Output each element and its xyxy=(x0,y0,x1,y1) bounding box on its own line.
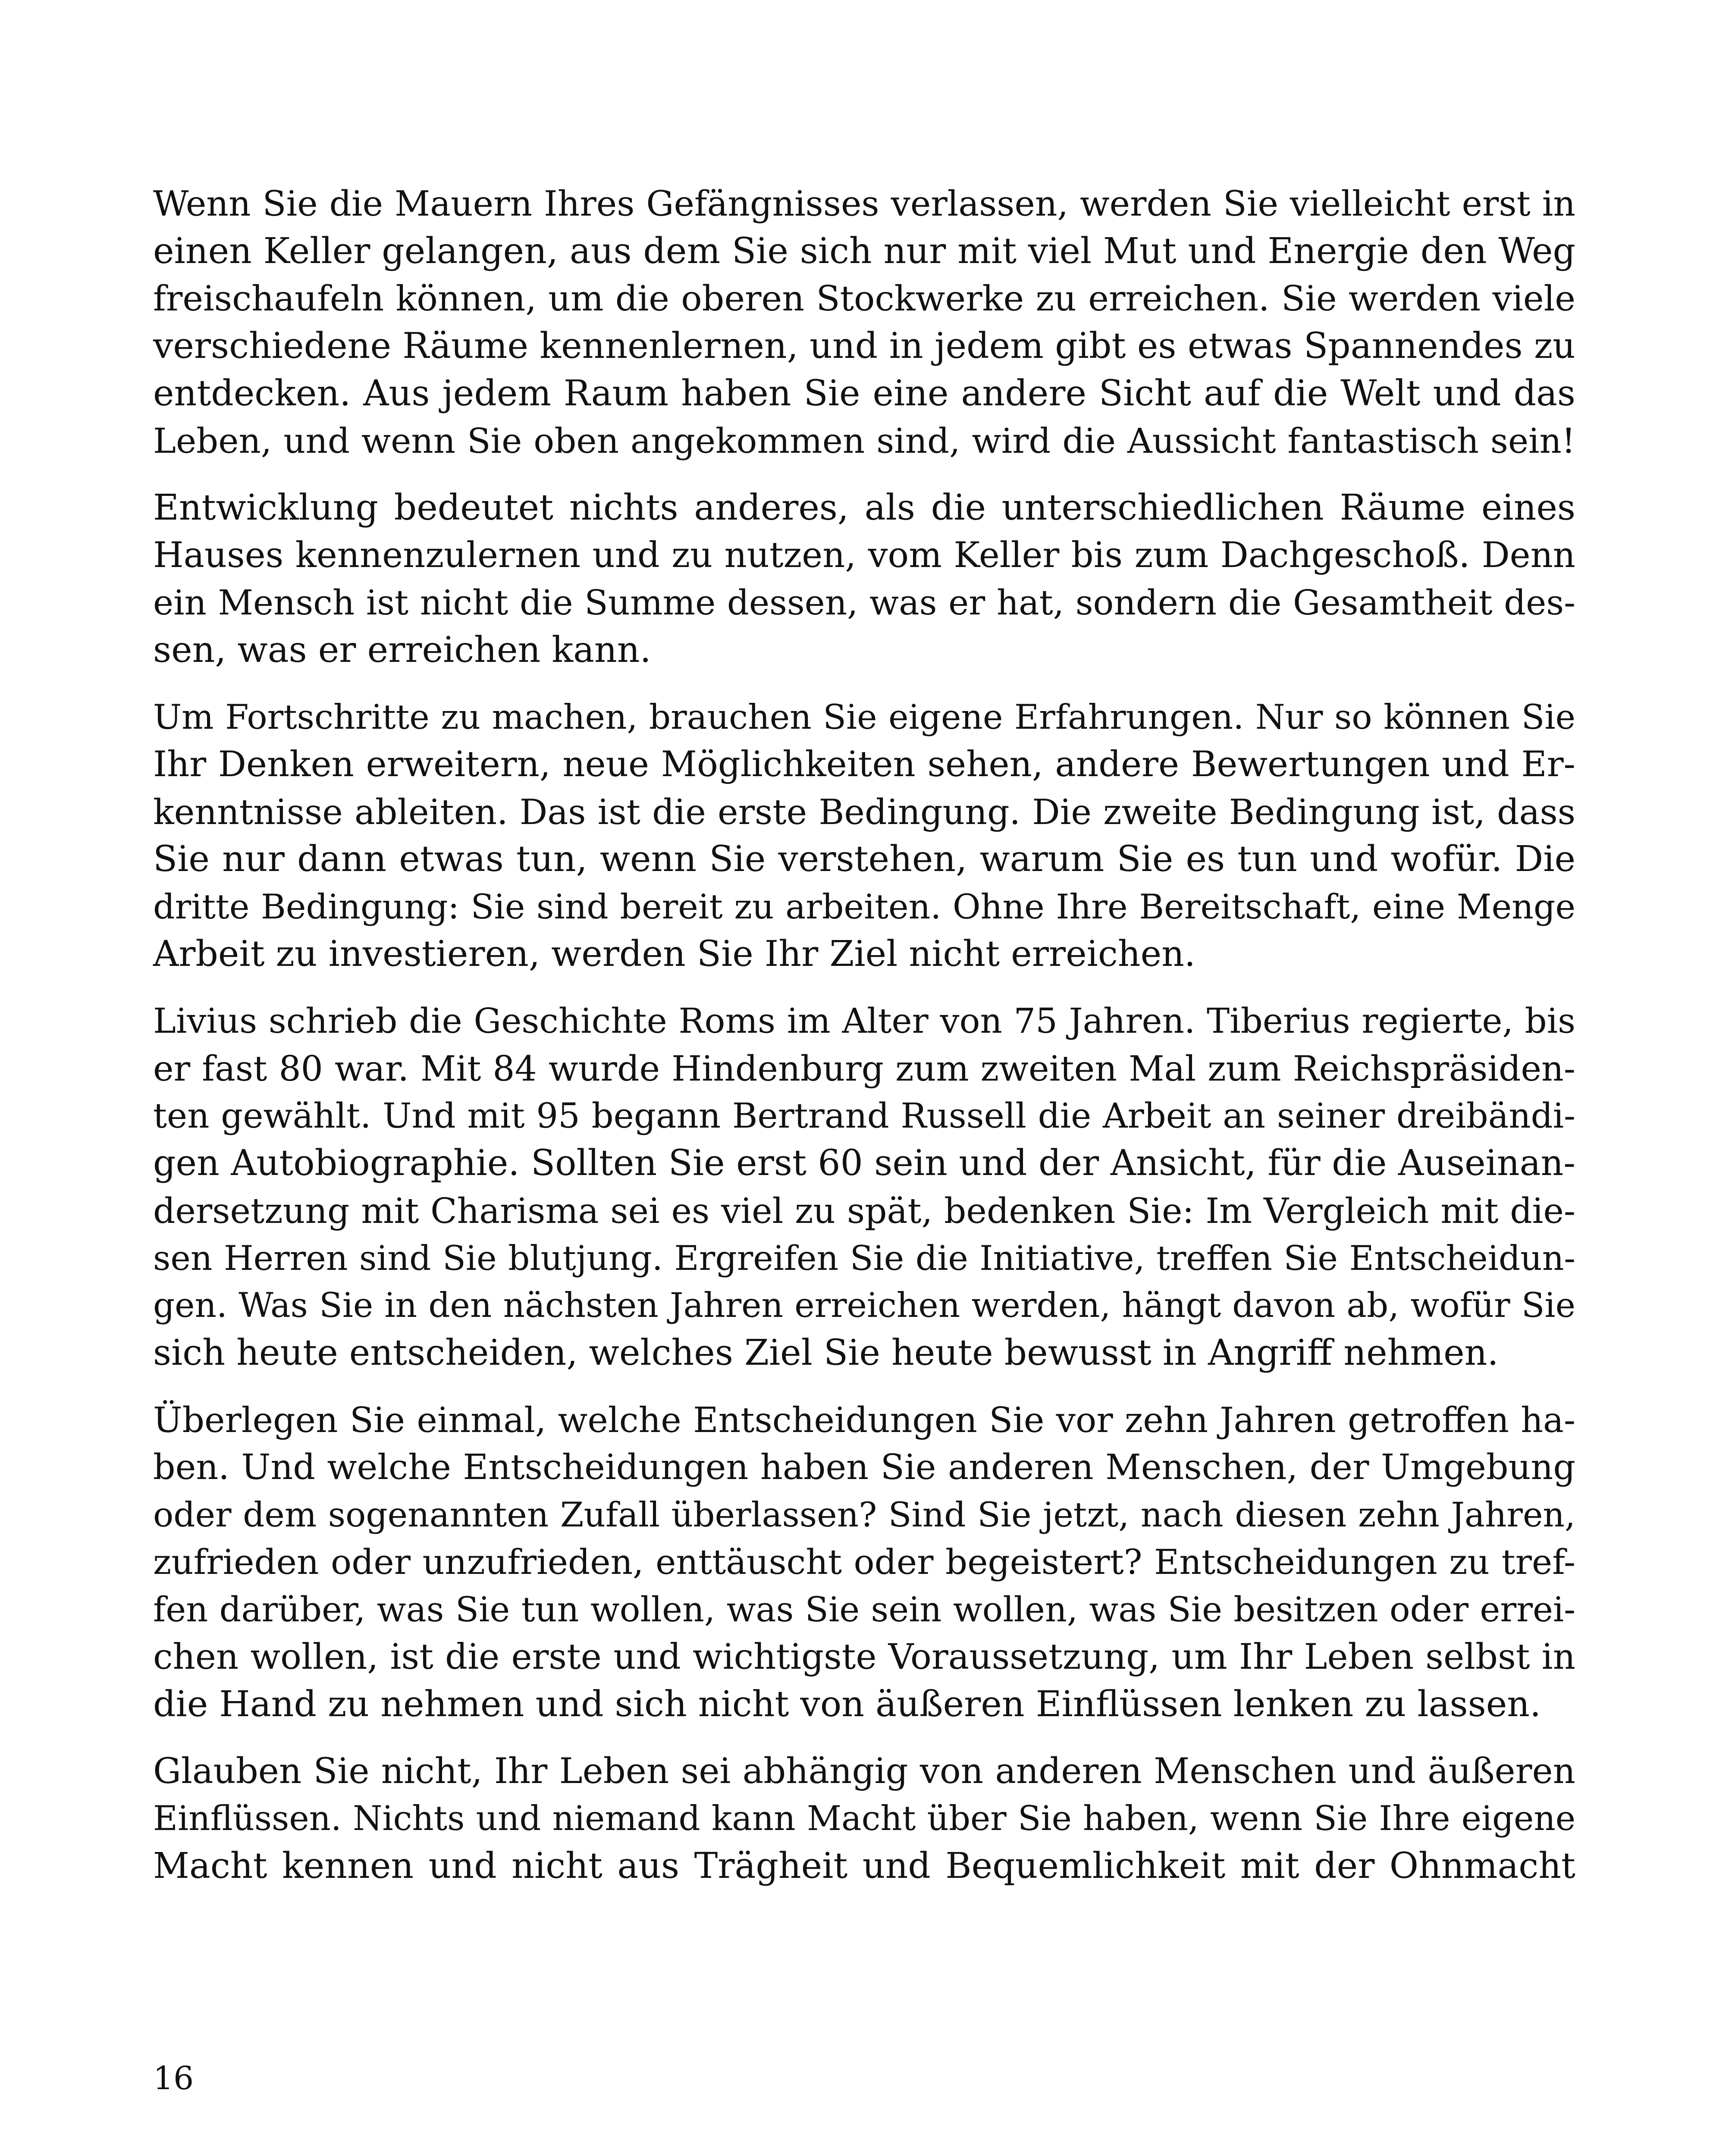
text-line: zufrieden oder unzufrieden, enttäuscht oder begeistert? Entscheidungen zu tref- xyxy=(153,1542,1575,1582)
text-line: Entwicklung bedeutet nichts anderes, als die unterschiedlichen Räume eines xyxy=(153,487,1575,528)
text-line: Livius schrieb die Geschichte Roms im Alter von 75 Jahren. Tiberius regierte, bis xyxy=(153,1001,1575,1041)
paragraph-4 xyxy=(153,997,1575,1377)
paragraph-5 xyxy=(153,1396,1575,1728)
text-line: Macht kennen und nicht aus Trägheit und Bequemlichkeit mit der Ohnmacht xyxy=(153,1846,1575,1887)
text-line: Leben, und wenn Sie oben angekommen sind, wird die Aussicht fantastisch sein! xyxy=(153,421,1575,461)
text-line: die Hand zu nehmen und sich nicht von äußeren Einflüssen lenken zu lassen. xyxy=(153,1684,1541,1725)
text-line: Sie nur dann etwas tun, wenn Sie verstehen, warum Sie es tun und wofür. Die xyxy=(153,839,1575,880)
text-line: dersetzung mit Charisma sei es viel zu spät, bedenken Sie: Im Vergleich mit die- xyxy=(153,1191,1575,1231)
text-line: sich heute entscheiden, welches Ziel Sie heute bewusst in Angriff nehmen. xyxy=(153,1332,1499,1373)
text-line: er fast 80 war. Mit 84 wurde Hindenburg zum zweiten Mal zum Reichspräsiden- xyxy=(153,1048,1575,1089)
paragraph-2 xyxy=(153,484,1575,674)
text-line: oder dem sogenannten Zufall überlassen? Sind Sie jetzt, nach diesen zehn Jahren, xyxy=(153,1495,1575,1535)
text-line: ben. Und welche Entscheidungen haben Sie anderen Menschen, der Umgebung xyxy=(153,1447,1575,1488)
text-line: kenntnisse ableiten. Das ist die erste Bedingung. Die zweite Bedingung ist, dass xyxy=(153,792,1575,832)
text-line: dritte Bedingung: Sie sind bereit zu arbeiten. Ohne Ihre Bereitschaft, eine Menge xyxy=(153,887,1575,927)
text-line: Einflüssen. Nichts und niemand kann Macht über Sie haben, wenn Sie Ihre eigene xyxy=(153,1799,1575,1838)
body-text xyxy=(153,180,1575,1909)
text-line: Um Fortschritte zu machen, brauchen Sie eigene Erfahrungen. Nur so können Sie xyxy=(153,697,1575,737)
text-line: Überlegen Sie einmal, welche Entscheidungen Sie vor zehn Jahren getroffen ha- xyxy=(153,1400,1575,1440)
text-line: Arbeit zu investieren, werden Sie Ihr Ziel nicht erreichen. xyxy=(153,934,1195,975)
text-line: fen darüber, was Sie tun wollen, was Sie sein wollen, was Sie besitzen oder errei- xyxy=(153,1589,1575,1630)
text-line: Wenn Sie die Mauern Ihres Gefängnisses verlassen, werden Sie vielleicht erst in xyxy=(153,184,1575,224)
text-line: chen wollen, ist die erste und wichtigste Voraussetzung, um Ihr Leben selbst in xyxy=(153,1637,1575,1677)
paragraph-6 xyxy=(153,1748,1575,1890)
paragraph-1 xyxy=(153,180,1575,465)
text-line: sen, was er erreichen kann. xyxy=(153,630,651,671)
paragraph-3 xyxy=(153,693,1575,978)
page-number: 16 xyxy=(153,2060,194,2097)
text-line: Ihr Denken erweitern, neue Möglichkeiten sehen, andere Bewertungen und Er- xyxy=(153,744,1575,785)
text-line: freischaufeln können, um die oberen Stockwerke zu erreichen. Sie werden viele xyxy=(153,279,1575,319)
text-line: ten gewählt. Und mit 95 begann Bertrand Russell die Arbeit an seiner dreibändi- xyxy=(153,1096,1575,1136)
text-line: verschiedene Räume kennenlernen, und in jedem gibt es etwas Spannendes zu xyxy=(153,326,1575,367)
text-line: sen Herren sind Sie blutjung. Ergreifen Sie die Initiative, treffen Sie Entscheidun- xyxy=(153,1238,1575,1278)
text-line: ein Mensch ist nicht die Summe dessen, was er hat, sondern die Gesamtheit des- xyxy=(153,583,1575,623)
text-line: gen. Was Sie in den nächsten Jahren erreichen werden, hängt davon ab, wofür Sie xyxy=(153,1286,1575,1325)
text-line: entdecken. Aus jedem Raum haben Sie eine andere Sicht auf die Welt und das xyxy=(153,373,1575,414)
text-line: gen Autobiographie. Sollten Sie erst 60 sein und der Ansicht, für die Auseinan- xyxy=(153,1143,1575,1184)
text-line: einen Keller gelangen, aus dem Sie sich nur mit viel Mut und Energie den Weg xyxy=(153,231,1575,272)
text-line: Glauben Sie nicht, Ihr Leben sei abhängig von anderen Menschen und äußeren xyxy=(153,1751,1575,1792)
text-line: Hauses kennenzulernen und zu nutzen, vom Keller bis zum Dachgeschoß. Denn xyxy=(153,535,1575,576)
